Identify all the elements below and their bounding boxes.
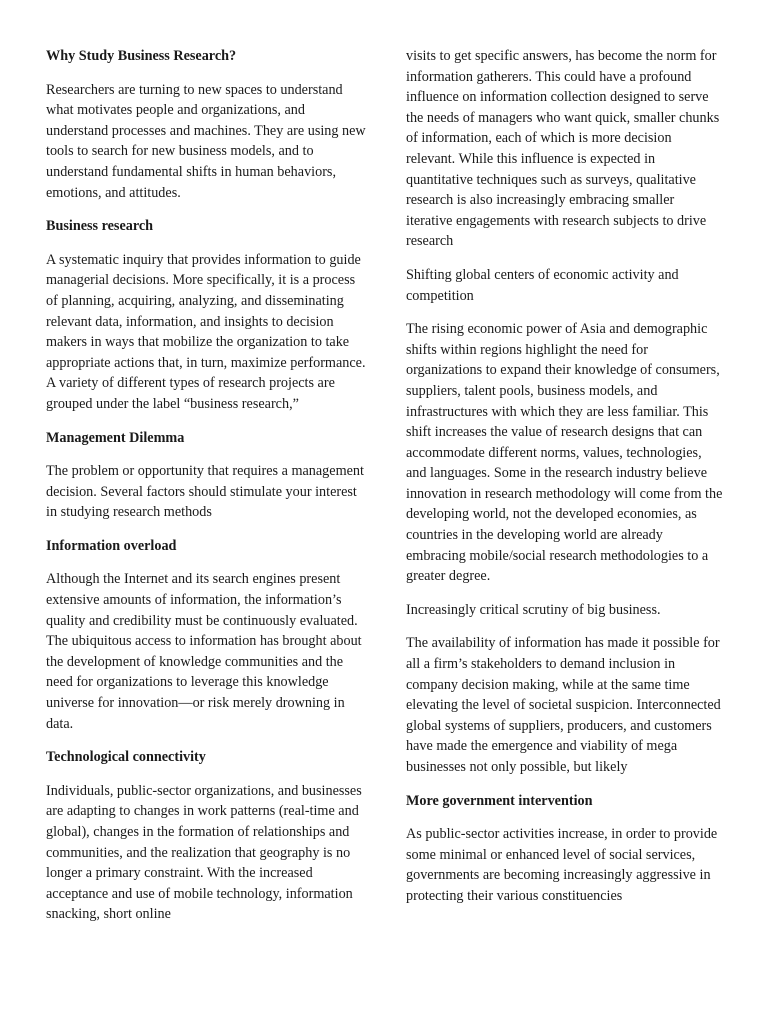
paragraph-continued: visits to get specific answers, has become the norm for information gatherers. This could have a profound influence on information collection designed to serve the needs of managers who want quick, smaller chunks of information, each of which is more decision relevant. While this influence is expected in quantitative techniques such as surveys, qualitative research is also increasingly embracing smaller iterative engagements with research subjects to drive research xyxy=(406,48,720,250)
right-column xyxy=(406,46,724,920)
paragraph-government-intervention: As public-sector activities increase, in order to provide some minimal or enhanced level of social services, governments are becoming increasingly aggressive in protecting their various constituencies xyxy=(406,826,718,904)
paragraph-critical-scrutiny: Increasingly critical scrutiny of big business. xyxy=(406,601,661,618)
heading-why-study: Why Study Business Research? xyxy=(46,48,237,64)
left-column xyxy=(46,46,366,938)
paragraph-management-dilemma: The problem or opportunity that requires a management decision. Several factors should stimulate your interest in studying research methods xyxy=(46,463,364,521)
heading-government-intervention: More government intervention xyxy=(406,792,593,809)
heading-management-dilemma: Management Dilemma xyxy=(46,429,185,446)
paragraph-business-research: A systematic inquiry that provides information to guide managerial decisions. More specifically, it is a process of planning, acquiring, analyzing, and disseminating relevant data, information, and insights to decision makers in ways that mobilize the organization to take appropriate actions that, in turn, maximize performance. A variety of different types of research projects are grouped under the label “business research,” xyxy=(46,251,366,412)
paragraph-availability: The availability of information has made it possible for all a firm’s stakeholders to demand inclusion in company decision making, while at the same time elevating the level of societal suspicion. Interconnected global systems of suppliers, producers, and customers have made the emergence and viability of mega businesses not only possible, but likely xyxy=(406,635,721,775)
heading-business-research: Business research xyxy=(46,218,154,235)
heading-information-overload: Information overload xyxy=(46,537,177,554)
paragraph-technological-connectivity: Individuals, public-sector organizations, and businesses are adapting to changes in work patterns (real-time and global), changes in the formation of relationships and communities, and the realization that geography is no longer a primary constraint. With the increased acceptance and use of mobile technology, information snacking, short online xyxy=(46,782,362,923)
paragraph-asia: The rising economic power of Asia and demographic shifts within regions highlight the need for organizations to expand their knowledge of consumers, suppliers, talent pools, business models, and infrastructures with which they are less familiar. This shift increases the value of research designs that can accommodate different norms, values, technologies, and languages. Some in the research industry believe innovation in research methodology will come from the developing world, not the developed economies, as countries in the developing world are already embracing mobile/social research methodologies to a greater degree. xyxy=(406,321,723,585)
paragraph-shifting-centers: Shifting global centers of economic activity and competition xyxy=(406,266,679,304)
paragraph-information-overload: Although the Internet and its search engines present extensive amounts of information, the information’s quality and credibility must be continuously evaluated. The ubiquitous access to information has brought about the development of knowledge communities and the need for organizations to leverage this knowledge universe for innovation—or risk merely drowning in data. xyxy=(46,571,362,732)
heading-technological-connectivity: Technological connectivity xyxy=(46,749,206,766)
paragraph-why-study: Researchers are turning to new spaces to understand what motivates people and organizations, and understand processes and machines. They are using new tools to search for new business models, and to understand fundamental shifts in human behaviors, emotions, and attitudes. xyxy=(46,81,366,201)
